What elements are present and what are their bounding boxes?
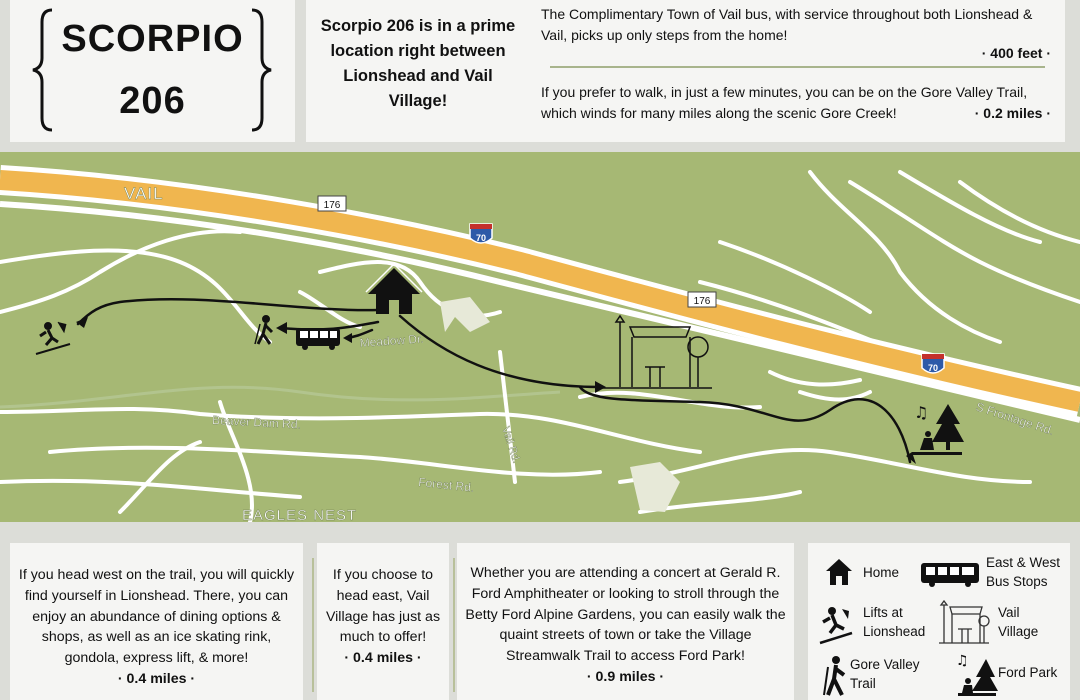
east-panel <box>317 543 449 700</box>
music-note-icon: ♫ <box>914 403 929 422</box>
legend-bus-label <box>986 553 1060 591</box>
map-ford-park-icon <box>912 403 964 455</box>
east-text: If you choose to head east, Vail Village has just as much to offer! <box>325 567 441 646</box>
bus-distance: · 400 feet · <box>981 45 1051 61</box>
interstate-70-shield-east <box>922 354 944 373</box>
divider <box>312 558 314 692</box>
ford-text: Whether you are attending a concert at Gerald R. Ford Amphitheater or looking to stroll through the Betty Ford Alpine Gardens, you can easily walk the quaint streets of town or take the Village Streamwalk Trail to access Ford Park! <box>465 565 786 665</box>
legend <box>808 543 1070 700</box>
legend-village-label <box>998 603 1038 641</box>
legend-lifts-label <box>863 603 925 641</box>
info-panel <box>530 0 1065 142</box>
east-info <box>325 565 441 669</box>
west-info <box>18 565 295 690</box>
label-beaver-dam: Beaver Dam Rd. <box>211 413 302 432</box>
route-176-shield <box>318 196 346 211</box>
skier-icon <box>818 605 854 645</box>
property-name: SCORPIO <box>61 18 244 60</box>
intro-text: Scorpio 206 is in a prime location right between Lionshead and Vail Village! <box>320 17 516 110</box>
interstate-70-label: 70 <box>475 233 487 243</box>
map-skier-icon <box>36 322 70 354</box>
legend-trail-label <box>850 655 920 693</box>
ford-distance: · 0.9 miles · <box>586 668 665 685</box>
intro-panel <box>306 0 530 142</box>
svg-text:♫: ♫ <box>956 653 969 669</box>
east-distance: · 0.4 miles · <box>344 650 422 667</box>
legend-village-line2: Village <box>998 624 1039 639</box>
legend-trail-line2: Trail <box>850 676 876 691</box>
bus-text: The Complimentary Town of Vail bus, with service throughout both Lionshead & Vail, picks up only steps from the home! <box>541 6 1033 43</box>
divider <box>453 558 455 692</box>
legend-home-label: Home <box>863 565 900 580</box>
divider <box>550 66 1045 68</box>
label-eagles-nest: EAGLES NEST <box>242 507 358 522</box>
walk-info <box>541 82 1051 124</box>
ford-info <box>465 563 786 688</box>
interstate-70-label-east: 70 <box>927 363 939 373</box>
interstate-70-shield <box>470 224 492 243</box>
legend-lifts-line2: Lionshead <box>863 624 926 639</box>
west-distance: · 0.4 miles · <box>117 670 196 687</box>
route-176-shield-east <box>688 292 716 307</box>
route-176-label: 176 <box>323 200 341 211</box>
bus-icon <box>920 561 980 587</box>
west-text: If you head west on the trail, you will quickly find yourself in Lionshead. There, you can enjoy an abundance of dining options & shops, as well as an ice skating rink, gondola, express lift, & more! <box>18 567 295 667</box>
legend-ford-label: Ford Park <box>998 665 1058 680</box>
label-forest-rd: Forest Rd. <box>417 475 475 495</box>
walk-distance: · 0.2 miles · <box>974 105 1051 121</box>
west-panel <box>10 543 303 700</box>
village-icon <box>938 599 990 645</box>
legend-trail-line1: Gore Valley <box>850 657 920 672</box>
walk-text: If you prefer to walk, in just a few minutes, you can be on the Gore Valley Trail, which winds for many miles along the scenic Gore Creek! <box>541 84 1028 121</box>
hiker-icon <box>822 655 850 697</box>
legend-lifts-line1: Lifts at <box>863 605 903 620</box>
ford-panel <box>457 543 794 700</box>
label-vail-rd: Vail Rd. <box>499 425 523 465</box>
map-canvas <box>0 152 1080 522</box>
legend-village-line1: Vail <box>998 605 1020 620</box>
label-meadow-dr: Meadow Dr. <box>359 331 425 350</box>
map-home-icon <box>366 264 422 314</box>
label-vail: VAIL <box>124 184 164 203</box>
map-bus-icon <box>296 328 340 350</box>
legend-bus-line1: East & West <box>986 555 1061 570</box>
label-s-frontage: S Frontage Rd. <box>974 399 1056 438</box>
legend-bus-line2: Bus Stops <box>986 574 1048 589</box>
unit-number: 206 <box>119 80 186 122</box>
title-panel <box>10 0 295 142</box>
home-icon <box>824 557 854 587</box>
route-176-label-east: 176 <box>693 296 711 307</box>
bus-info <box>541 4 1051 64</box>
ford-park-icon <box>956 651 998 697</box>
route-ford-arrow <box>580 387 910 462</box>
map <box>0 152 1080 522</box>
